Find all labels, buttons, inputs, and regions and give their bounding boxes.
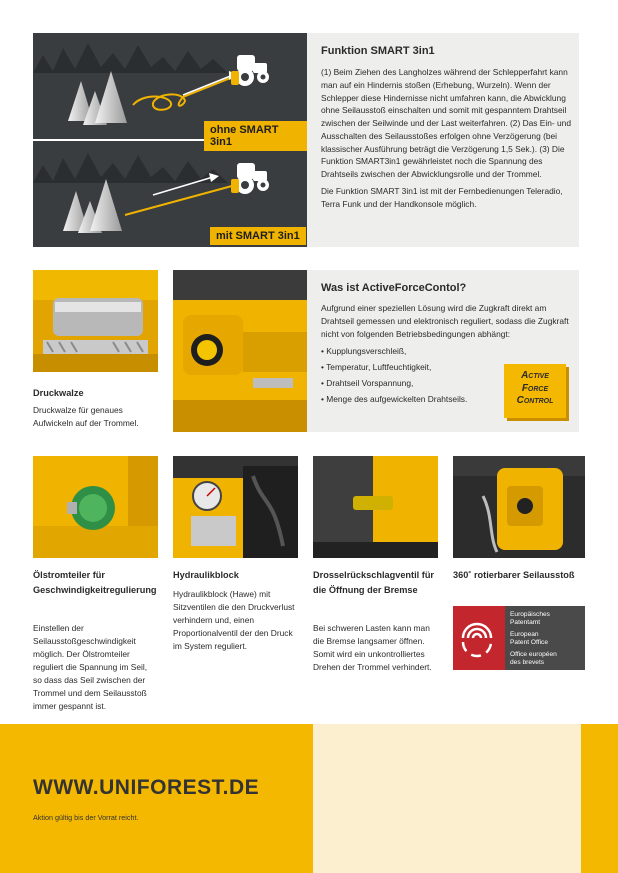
activeforce-intro: Aufgrund einer speziellen Lösung wird die Zugkraft direkt am Drahtseil gemessen und elektronisch reguliert, sodass die Zugkraft nicht von folgenden Betriebsbedingungen abhängt: [321,303,569,339]
patent-line-1: Europäisches [510,611,550,618]
patent-line-3: European [510,630,539,638]
feature-photo-drossel [313,456,438,558]
feature-title-hydraulikblock: Hydraulikblock [173,570,239,580]
druckwalze-title: Druckwalze [33,388,84,398]
druckwalze-photo [33,270,158,372]
list-item: • Temperatur, Luftfeuchtigkeit, [321,360,501,376]
activeforce-text-box [307,270,579,432]
oelstromteiler-image [33,456,158,558]
patent-logo-mark [453,606,505,670]
patent-line-5: Office européen [510,650,557,658]
label-without-smart: ohne SMART 3in1 [204,121,307,151]
smart-description [321,66,571,214]
activeforce-photo [173,270,307,432]
smart-title: Funktion SMART 3in1 [321,45,435,57]
hydraulikblock-image [173,456,298,558]
website-link[interactable]: WWW.UNIFOREST.DE [33,776,260,799]
list-item: • Drahtseil Vorspannung, [321,376,501,392]
footer-note: Aktion gültig bis der Vorrat reicht. [33,813,139,822]
patent-line-6: des brevets [510,659,545,667]
patent-line-2: Patentamt [510,619,541,627]
feature-text-drossel: Bei schweren Lasten kann man die Bremse langsamer öffnen. Somit wird ein unkontrolliertes Drehen der Trommel verhindert. [313,623,432,673]
seilausstoss-image [453,456,585,558]
patent-logo-icon [453,606,505,670]
smart-paragraph-1: (1) Beim Ziehen des Langholzes während der Schlepperfahrt kann man auf ein Hindernis stoßen (Erhebung, Wurzeln). Wenn der Schlepper diese Hindernisse nicht umfahren kann, die Abwicklung ohne Seilausstoß einschalten und somit mit gespanntem Drahtseil zwischen der Seilwinde und der Last weiterfahren. (2) Das Ein- und Ausschalten des Seilausstoßes erfolgen ohne Verzögerung (bei klassischer Ausführung beträgt die Verzögerung 1,5 Sek.). (3) Die Funktion SMART3in1 gewährleistet noch die Spannung des Drahtseils zwischen der Abwicklungsrolle und der Trommel. [321,67,571,180]
feature-photo-seilausstoss [453,456,585,558]
feature-photo-hydraulikblock [173,456,298,558]
feature-text-hydraulikblock: Hydraulikblock (Hawe) mit Sitzventilen die den Druckverlust verhindern und, einen Proportionalventil der den Druck im System reguliert. [173,589,295,652]
feature-title-drossel: Drosselrückschlagventil für die Öffnung der Bremse [313,570,435,596]
footer-right [581,724,618,873]
feature-photo-oelstromteiler [33,456,158,558]
activeforce-image [173,270,307,432]
druckwalze-image [33,270,158,372]
label-with-smart: mit SMART 3in1 [210,227,306,245]
druckwalze-text: Druckwalze für genaues Aufwickeln auf der Trommel. [33,405,139,429]
feature-title-oelstromteiler: Ölstromteiler für Geschwindigkeitregulierung [33,570,157,596]
activeforce-list [321,344,501,408]
activeforce-title: Was ist ActiveForceContol? [321,282,467,294]
feature-title-seilausstoss: 360˚ rotierbarer Seilausstoß [453,570,575,580]
smart-paragraph-2: Die Funktion SMART 3in1 ist mit der Fernbedienungen Teleradio, Terra Funk und der Handkonsole möglich. [321,185,563,209]
activeforce-logo-line3: Control [516,395,554,406]
footer-middle [313,724,581,873]
patent-office-text [510,611,582,668]
patent-office-logo [453,606,585,670]
footer-left [0,724,313,873]
activeforce-logo-line1: Active [521,370,549,381]
list-item: • Menge des aufgewickelten Drahtseils. [321,392,501,408]
patent-line-4: Patent Office [510,639,548,647]
list-item: • Kupplungsverschleiß, [321,344,501,360]
drossel-image [313,456,438,558]
activeforce-logo-line2: Force [521,382,549,394]
smart-illustration [33,33,307,247]
feature-text-oelstromteiler: Einstellen der Seilausstoßgeschwindigkeit möglich. Der Ölstromteiler reguliert die Spannung im Seil, so dass das Seil zwischen der Trommel und dem Seilausstoß immer gespannt ist. [33,623,148,712]
activeforce-logo [504,364,566,418]
smart-text-box [307,33,579,247]
